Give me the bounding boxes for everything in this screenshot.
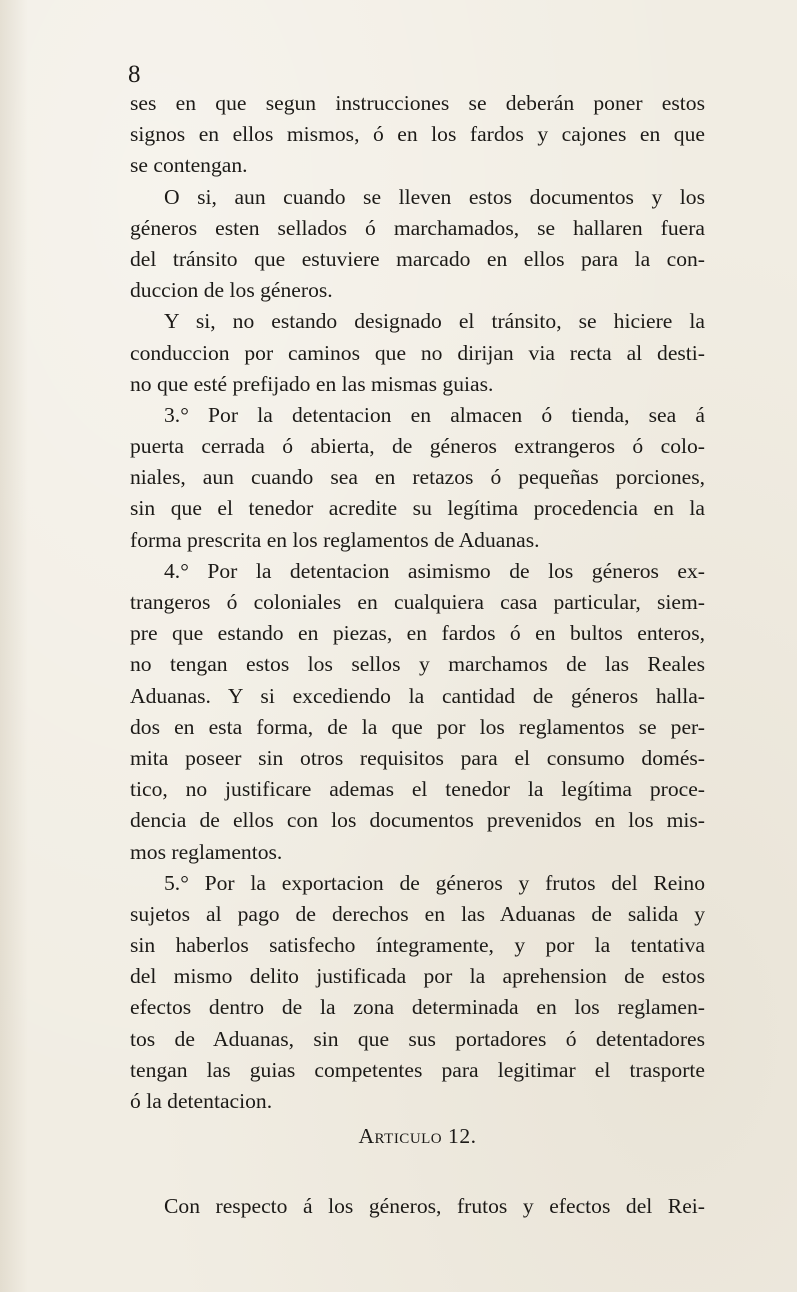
text-line: del mismo delito justificada por la aprehension de estos bbox=[130, 964, 705, 989]
page-number: 8 bbox=[128, 61, 141, 88]
page-edge-shadow bbox=[0, 0, 28, 1292]
text-line: mita poseer sin otros requisitos para el consumo domés- bbox=[130, 745, 705, 770]
body-text bbox=[130, 88, 705, 1223]
text-line: sujetos al pago de derechos en las Aduanas de salida y bbox=[130, 901, 705, 926]
text-line: puerta cerrada ó abierta, de géneros extrangeros ó colo- bbox=[130, 434, 705, 459]
text-line: signos en ellos mismos, ó en los fardos y cajones en que bbox=[130, 122, 705, 147]
text-line: géneros esten sellados ó marchamados, se hallaren fuera bbox=[130, 215, 705, 240]
text-line: se contengan. bbox=[130, 153, 248, 178]
text-line: conduccion por caminos que no dirijan via recta al desti- bbox=[130, 340, 705, 365]
paragraph-first-line: 4.° Por la detentacion asimismo de los géneros ex- bbox=[164, 558, 705, 583]
text-line: tos de Aduanas, sin que sus portadores ó detentadores bbox=[130, 1026, 705, 1051]
text-line: mos reglamentos. bbox=[130, 839, 283, 864]
text-line: niales, aun cuando sea en retazos ó pequeñas porciones, bbox=[130, 465, 705, 490]
text-line: no que esté prefijado en las mismas guias. bbox=[130, 371, 494, 396]
paragraph-first-line: O si, aun cuando se lleven estos documentos y los bbox=[164, 184, 705, 209]
text-line: Aduanas. Y si excediendo la cantidad de géneros halla- bbox=[130, 683, 705, 708]
text-line: duccion de los géneros. bbox=[130, 278, 333, 303]
text-line: tico, no justificare ademas el tenedor la legítima proce- bbox=[130, 777, 705, 802]
text-line: no tengan estos los sellos y marchamos de las Reales bbox=[130, 652, 705, 677]
article-heading: Articulo 12. bbox=[358, 1124, 477, 1149]
paragraph-first-line: Con respecto á los géneros, frutos y efectos del Rei- bbox=[164, 1194, 705, 1219]
text-line: sin que el tenedor acredite su legítima procedencia en la bbox=[130, 496, 705, 521]
text-line: tengan las guias competentes para legitimar el trasporte bbox=[130, 1057, 705, 1082]
paragraph-first-line: 3.° Por la detentacion en almacen ó tienda, sea á bbox=[164, 402, 705, 427]
text-line: forma prescrita en los reglamentos de Aduanas. bbox=[130, 527, 540, 552]
text-line: sin haberlos satisfecho íntegramente, y por la tentativa bbox=[130, 933, 705, 958]
text-line: pre que estando en piezas, en fardos ó en bultos enteros, bbox=[130, 621, 705, 646]
spacer bbox=[130, 1152, 705, 1191]
text-line: dencia de ellos con los documentos prevenidos en los mis- bbox=[130, 808, 705, 833]
text-line: dos en esta forma, de la que por los reglamentos se per- bbox=[130, 714, 705, 739]
text-line: efectos dentro de la zona determinada en los reglamen- bbox=[130, 995, 705, 1020]
paragraph-first-line: 5.° Por la exportacion de géneros y frutos del Reino bbox=[164, 870, 705, 895]
paragraph-first-line: Y si, no estando designado el tránsito, se hiciere la bbox=[164, 309, 705, 334]
text-line: ó la detentacion. bbox=[130, 1089, 273, 1113]
text-line: ses en que segun instrucciones se deberán poner estos bbox=[130, 91, 705, 115]
text-line: del tránsito que estuviere marcado en ellos para la con- bbox=[130, 246, 705, 271]
text-line: trangeros ó coloniales en cualquiera casa particular, siem- bbox=[130, 590, 705, 614]
